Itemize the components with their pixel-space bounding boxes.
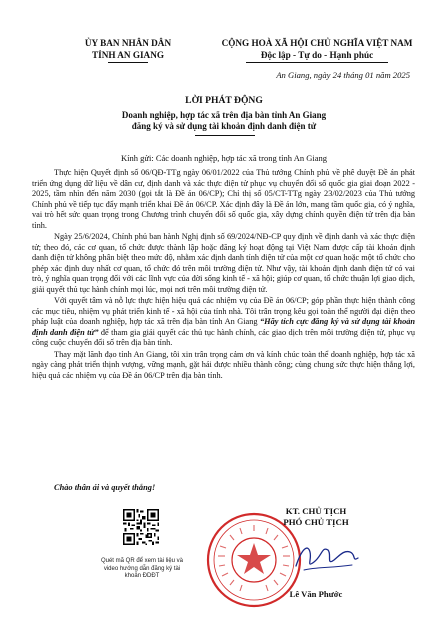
call-to-action: “Hãy tích cực đăng ký và sử dụng tài khoản định danh điện tử”: [32, 317, 415, 337]
issue-date: An Giang, ngày 24 tháng 01 năm 2025: [276, 70, 410, 80]
qr-caption: Quét mã QR để xem tài liệu và video hướng dẫn đăng ký tài khoản ĐDĐT: [100, 558, 184, 579]
national-motto: [208, 37, 426, 63]
closing-remark: Chào thân ái và quyết thắng!: [54, 483, 156, 492]
document-subtitle: [60, 110, 388, 132]
greeting: Kính gửi: Các doanh nghiệp, hợp tác xã trong tỉnh An Giang: [121, 153, 327, 163]
paragraph-3: [32, 296, 415, 349]
motto-line: Độc lập - Tự do - Hạnh phúc: [260, 50, 374, 60]
authority-line-1: ỦY BAN NHÂN DÂN: [84, 38, 172, 48]
signatory-title-line-2: PHÓ CHỦ TỊCH: [283, 517, 349, 527]
paragraph-3-text-b: để tham gia giải quyết các thủ tục hành chính, các giao dịch trên môi trường điện tử, phục vụ công cuộc chuyển đổi số trên địa bàn tỉnh.: [32, 327, 415, 347]
paragraph-1: Thực hiện Quyết định số 06/QĐ-TTg ngày 06/01/2022 của Thủ tướng Chính phủ về phê duyệt Đề án phát triển ứng dụng dữ liệu về dân cư, định danh và xác thực điện tử phục vụ chuyển đổi số quốc gia giai đoạn 2022 - 2025, tầm nhìn đến năm 2030 (gọi tắt là Đề án 06/CP); Chỉ thị số 05/CT-TTg ngày 23/02/2023 của Thủ tướng Chính phủ về tiếp tục đẩy mạnh triển khai Đề án 06/CP. Xác định đây là Đề án lớn, mang tầm quốc gia, có ý nghĩa, vai trò hết sức quan trọng trong Chương trình chuyển đổi số quốc gia, xây dựng chính quyền điện tử trên địa bàn tỉnh.: [32, 168, 415, 230]
signatory-title: [256, 506, 376, 528]
nation-name: CỘNG HOÀ XÃ HỘI CHỦ NGHĨA VIỆT NAM: [221, 38, 413, 48]
paragraph-4: Thay mặt lãnh đạo tỉnh An Giang, tôi xin trân trọng cảm ơn và kính chúc toàn thể doanh nghiệp, hợp tác xã ngày càng phát triển thịnh vượng, vững mạnh, gặt hái được nhiều thành công; cùng chung sức thực hiện thắng lợi, hiệu quả các nhiệm vụ của Đề án 06/CP trên địa bàn tỉnh.: [32, 349, 415, 380]
issuing-authority: [62, 37, 194, 63]
document-title: LỜI PHÁT ĐỘNG: [185, 95, 263, 106]
subtitle-line-2: đăng ký và sử dụng tài khoản định danh điện tử: [131, 121, 317, 131]
handwritten-signature-icon: [292, 538, 362, 576]
paragraph-3-text-a: Với quyết tâm và nỗ lực thực hiện hiệu quả các nhiệm vụ của Đề án 06/CP; góp phần thực hiện thành công các mục tiêu, nhiệm vụ phát triển kinh tế - xã hội của tỉnh nhà. Tôi trân trọng kêu gọi toàn thể người đại diện theo pháp luật của doanh nghiệp, hợp tác xã trên địa bàn tỉnh An Giang: [32, 296, 415, 326]
qr-code-icon[interactable]: [123, 509, 159, 545]
signatory-title-line-1: KT. CHỦ TỊCH: [285, 506, 347, 516]
authority-underline: [108, 62, 148, 63]
subtitle-line-1: Doanh nghiệp, hợp tác xã trên địa bàn tỉnh An Giang: [121, 110, 327, 120]
authority-line-2: TỈNH AN GIANG: [92, 50, 164, 60]
document-body: [32, 168, 415, 382]
signatory-name: Lê Văn Phước: [289, 589, 343, 599]
subtitle-underline: [195, 135, 255, 136]
paragraph-2: Ngày 25/6/2024, Chính phủ ban hành Nghị định số 69/2024/NĐ-CP quy định về định danh và xác thực điện tử; theo đó, các cơ quan, tổ chức được thành lập hoặc đăng ký hoạt động tại Việt Nam được cấp tài khoản định danh điện tử không phân biệt theo mức độ, nhằm xác định danh tính điện tử của một cơ quan hoặc một tổ chức cho phép xác định duy nhất cơ quan, tổ chức đó trên môi trường điện tử. Như vậy, tài khoản định danh điện tử có vai trò, ý nghĩa quan trọng đối với các lĩnh vực của đời sống kinh tế - xã hội; giúp cơ quan, tổ chức thuận lợi giao dịch, giải quyết thủ tục hành chính mọi lúc, mọi nơi trên môi trường điện tử.: [32, 232, 415, 294]
motto-underline: [246, 62, 388, 63]
